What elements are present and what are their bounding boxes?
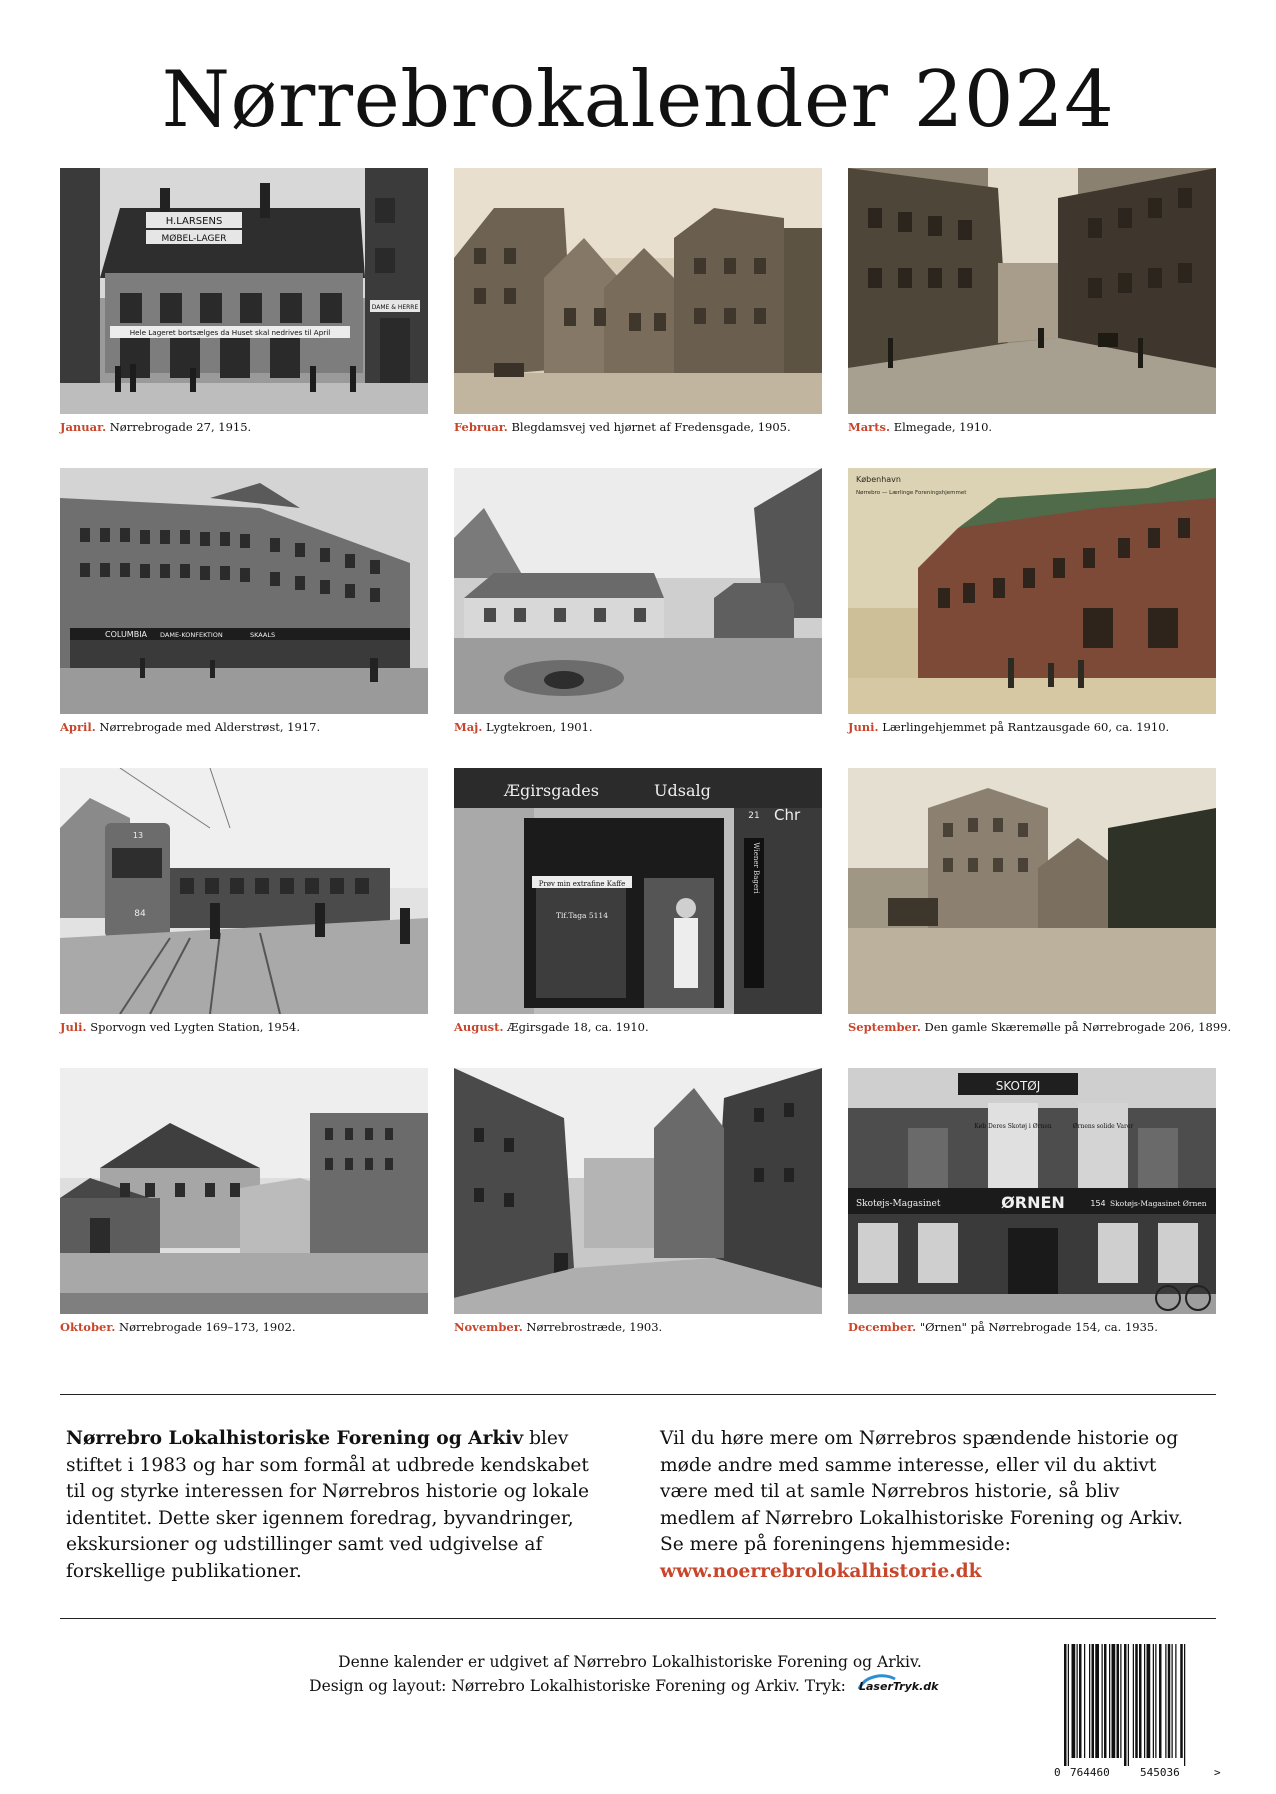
month-cell-november	[454, 1068, 822, 1334]
caption-text: Nørrebrogade med Alderstrøst, 1917.	[99, 720, 321, 734]
barcode-bar	[1172, 1644, 1173, 1758]
barcode-bar	[1124, 1644, 1127, 1766]
barcode-bar	[1104, 1644, 1107, 1758]
barcode-bar	[1144, 1644, 1145, 1758]
barcode-bar	[1120, 1644, 1121, 1758]
barcode	[1052, 1640, 1224, 1780]
photo-october-image	[60, 1068, 428, 1314]
about-text-left: blev stiftet i 1983 og har som formål at udbrede kendskabet til og styrke interessen for Nørrebros historie og lokale identitet. Dette sker igennem foredrag, byvandringer, ekskursioner og udstillinger samt ved udgivelse af forskellige publikationer.	[66, 1428, 590, 1582]
photo-august-window-text: Prøv min extrafine Kaffe	[538, 880, 626, 888]
barcode-bar	[1102, 1644, 1103, 1758]
month-cell-february	[454, 168, 822, 434]
barcode-bar	[1175, 1644, 1176, 1758]
barcode-bar	[1159, 1644, 1162, 1758]
barcode-bar	[1117, 1644, 1120, 1758]
photo-may-image	[454, 468, 822, 714]
barcode-bar	[1072, 1644, 1076, 1758]
caption-january	[60, 420, 428, 434]
barcode-bar	[1168, 1644, 1171, 1758]
barcode-bar	[1112, 1644, 1116, 1758]
photo-december-poster1: Køb Deres Skotøj i Ørnen	[974, 1123, 1052, 1130]
caption-march	[848, 420, 1216, 434]
month-label: Maj.	[454, 720, 483, 734]
photo-march-image	[848, 168, 1216, 414]
photo-february-image	[454, 168, 822, 414]
month-label: December.	[848, 1320, 917, 1334]
photo-june-image	[848, 468, 1216, 714]
photo-december-poster2: Ørnens solide Varer	[1072, 1123, 1134, 1130]
caption-text: Blegdamsvej ved hjørnet af Fredensgade, 1905.	[511, 420, 791, 434]
barcode-left-digit: 0	[1054, 1766, 1061, 1779]
caption-july	[60, 1020, 428, 1034]
month-cell-october	[60, 1068, 428, 1334]
barcode-bar	[1155, 1644, 1156, 1758]
about-paragraph-left	[66, 1426, 606, 1585]
photo-april-image	[60, 468, 428, 714]
month-label: Juni.	[848, 720, 879, 734]
barcode-bar	[1077, 1644, 1078, 1758]
month-label: Januar.	[60, 420, 107, 434]
barcode-bar	[1165, 1644, 1166, 1758]
caption-april	[60, 720, 428, 734]
barcode-bar	[1180, 1644, 1183, 1758]
photo-august-sign-top: Ægirsgades	[504, 781, 599, 800]
caption-text: Nørrebrostræde, 1903.	[526, 1320, 663, 1334]
barcode-group2: 545036	[1140, 1766, 1180, 1779]
barcode-bar	[1068, 1644, 1069, 1766]
photo-august-sign-side: Chr	[774, 806, 801, 824]
photo-december-image	[848, 1068, 1216, 1314]
photo-december-sign-main: ØRNEN	[1001, 1193, 1065, 1212]
caption-text: Lærlingehjemmet på Rantzausgade 60, ca. 1910.	[882, 720, 1170, 734]
caption-text: Lygtekroen, 1901.	[486, 720, 593, 734]
caption-august	[454, 1020, 822, 1034]
caption-february	[454, 420, 822, 434]
photo-january-sign-top: H.LARSENS	[165, 216, 223, 227]
barcode-bar	[1095, 1644, 1099, 1758]
caption-text: Sporvogn ved Lygten Station, 1954.	[90, 1020, 301, 1034]
photo-august-sign-top2: Udsalg	[654, 781, 711, 800]
barcode-bar	[1184, 1644, 1185, 1766]
footer-line2	[300, 1673, 960, 1701]
photo-april-sign1: COLUMBIA	[105, 630, 148, 639]
about-text-right: Vil du høre mere om Nørrebros spændende historie og møde andre med samme interesse, eller vil du aktivt være med til at samle Nørrebros historie, så bliv medlem af Nørrebro Lokalhistoriske Forening og Arkiv. Se mere på foreningens hjemmeside:	[660, 1428, 1184, 1555]
photo-january-sign-side: DAME & HERRE	[371, 304, 419, 311]
photo-february	[454, 168, 822, 414]
photo-january	[60, 168, 428, 414]
photo-december	[848, 1068, 1216, 1314]
caption-text: Ægirsgade 18, ca. 1910.	[507, 1020, 649, 1034]
barcode-arrow: >	[1214, 1766, 1221, 1779]
month-label: November.	[454, 1320, 523, 1334]
barcode-bar	[1084, 1644, 1085, 1758]
barcode-bar	[1079, 1644, 1082, 1758]
caption-text: Nørrebrogade 169–173, 1902.	[119, 1320, 296, 1334]
photo-april	[60, 468, 428, 714]
caption-may	[454, 720, 822, 734]
photo-october	[60, 1068, 428, 1314]
month-cell-april	[60, 468, 428, 734]
photo-april-sign2: DAME-KONFEKTION	[160, 631, 223, 639]
photo-august-phone: Tlf.Taga 5114	[556, 911, 608, 920]
barcode-bar	[1109, 1644, 1110, 1758]
website-link[interactable]: www.noerrebrolokalhistorie.dk	[660, 1560, 982, 1582]
month-cell-august	[454, 768, 822, 1034]
barcode-bar	[1147, 1644, 1151, 1758]
month-label: April.	[60, 720, 96, 734]
month-label: August.	[454, 1020, 504, 1034]
photo-may	[454, 468, 822, 714]
photo-january-sign-mid: MØBEL-LAGER	[161, 234, 227, 244]
photo-june-postcard-line2: Nørrebro — Lærlinge Foreningshjemmet	[856, 490, 967, 496]
month-label: Juli.	[60, 1020, 87, 1034]
divider-top	[60, 1394, 1216, 1395]
barcode-bar	[1133, 1644, 1134, 1758]
caption-text: Nørrebrogade 27, 1915.	[109, 420, 252, 434]
photo-march	[848, 168, 1216, 414]
photo-december-sign-right: Skotøjs-Magasinet Ørnen	[1110, 1199, 1207, 1208]
photo-september	[848, 768, 1216, 1014]
caption-september	[848, 1020, 1232, 1034]
photo-july-tram-number: 84	[134, 909, 146, 919]
month-cell-september	[848, 768, 1232, 1034]
barcode-group1: 764460	[1070, 1766, 1110, 1779]
month-cell-january	[60, 168, 428, 434]
caption-december	[848, 1320, 1216, 1334]
photo-july	[60, 768, 428, 1014]
caption-text: Den gamle Skæremølle på Nørrebrogade 206, 1899.	[924, 1020, 1232, 1034]
caption-november	[454, 1320, 822, 1334]
month-label: Marts.	[848, 420, 891, 434]
printer-logo-text: LaserTryk.dk	[858, 1680, 939, 1693]
month-cell-july	[60, 768, 428, 1034]
photo-january-image	[60, 168, 428, 414]
barcode-bar	[1153, 1644, 1154, 1758]
caption-june	[848, 720, 1216, 734]
footer-line2-text: Design og layout: Nørrebro Lokalhistoriske Forening og Arkiv. Tryk:	[309, 1677, 846, 1695]
org-name: Nørrebro Lokalhistoriske Forening og Arkiv	[66, 1428, 524, 1449]
caption-text: Elmegade, 1910.	[893, 420, 993, 434]
photo-july-image	[60, 768, 428, 1014]
photo-december-sign-left: Skotøjs-Magasinet	[856, 1199, 941, 1209]
photo-june	[848, 468, 1216, 714]
barcode-bar	[1064, 1644, 1067, 1766]
month-cell-march	[848, 168, 1216, 434]
photo-august-vertical: Wiener Bageri	[752, 842, 760, 894]
about-paragraph-right	[660, 1426, 1200, 1585]
calendar-title: Nørrebrokalender 2024	[161, 55, 1115, 145]
divider-bottom	[60, 1618, 1216, 1619]
photo-april-sign3: SKAALS	[250, 631, 276, 639]
photo-june-postcard-line1: København	[856, 475, 901, 484]
photo-august	[454, 768, 822, 1014]
month-cell-may	[454, 468, 822, 734]
printer-logo	[855, 1673, 951, 1701]
barcode-image	[1052, 1640, 1224, 1780]
caption-october	[60, 1320, 428, 1334]
caption-text: "Ørnen" på Nørrebrogade 154, ca. 1935.	[919, 1320, 1158, 1334]
photo-august-image	[454, 768, 822, 1014]
photo-september-image	[848, 768, 1216, 1014]
barcode-bar	[1135, 1644, 1138, 1758]
barcode-bar	[1128, 1644, 1129, 1766]
barcode-bar	[1089, 1644, 1090, 1758]
photo-december-number: 154	[1090, 1199, 1106, 1208]
photo-august-route: 21	[748, 811, 760, 821]
footer-line1: Denne kalender er udgivet af Nørrebro Lokalhistoriske Forening og Arkiv.	[338, 1653, 922, 1671]
photo-january-banner: Hele Lageret bortsælges da Huset skal nedrives til April	[129, 328, 331, 337]
footer	[300, 1652, 960, 1701]
month-label: Februar.	[454, 420, 508, 434]
month-cell-december	[848, 1068, 1216, 1334]
photo-december-sign-top: SKOTØJ	[995, 1079, 1041, 1093]
month-label: September.	[848, 1020, 921, 1034]
photo-july-route: 13	[132, 831, 144, 840]
photo-november	[454, 1068, 822, 1314]
printer-logo-image	[855, 1673, 951, 1695]
barcode-bar	[1092, 1644, 1095, 1758]
month-label: Oktober.	[60, 1320, 116, 1334]
photo-november-image	[454, 1068, 822, 1314]
barcode-bar	[1139, 1644, 1142, 1758]
month-cell-june	[848, 468, 1216, 734]
